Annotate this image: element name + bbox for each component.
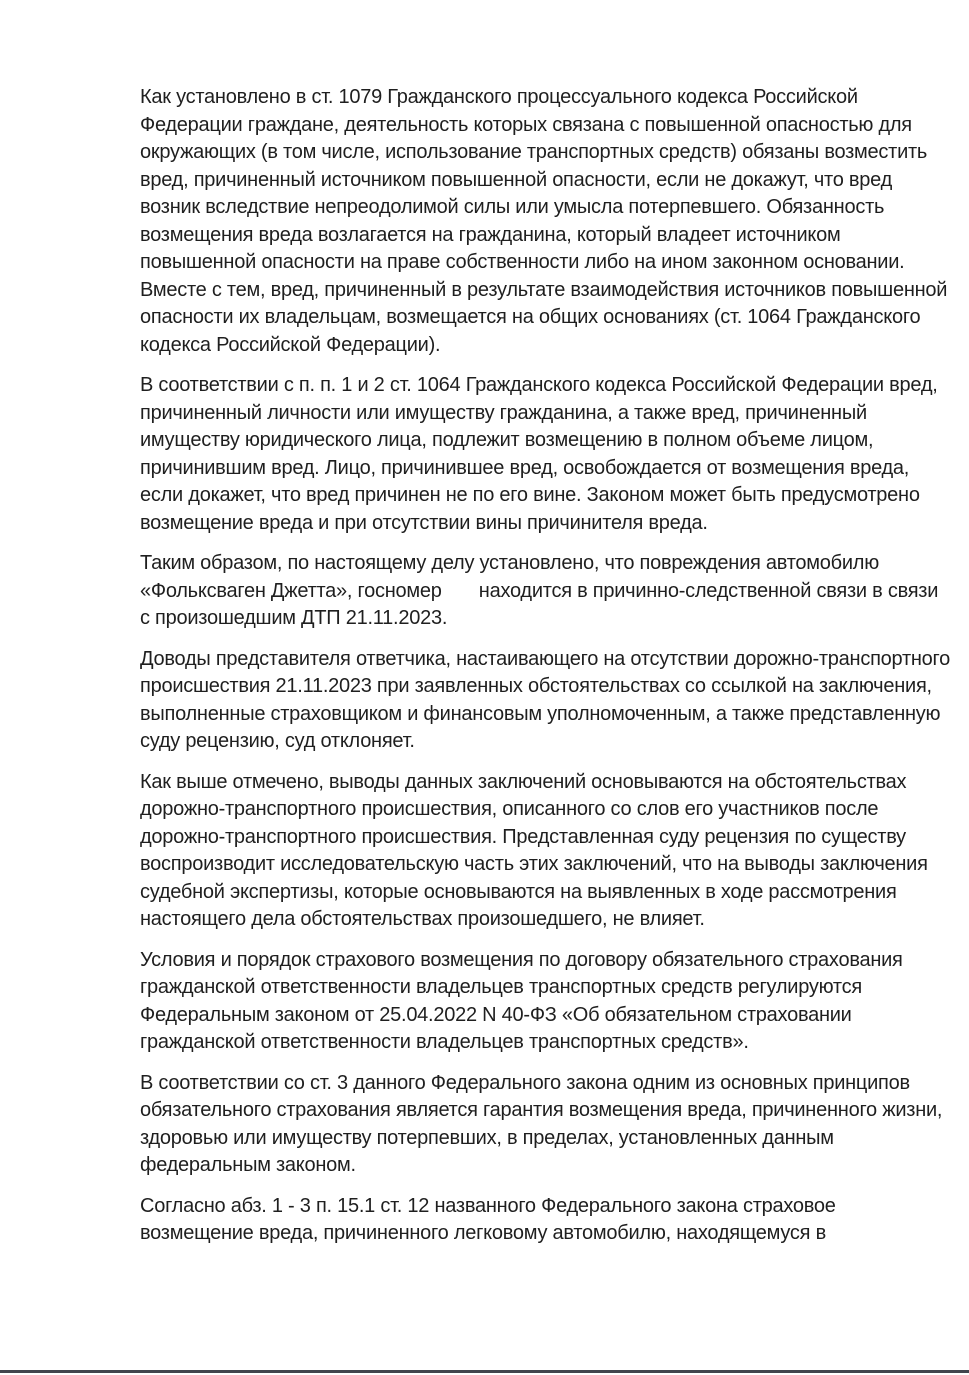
- paragraph: Согласно абз. 1 - 3 п. 15.1 ст. 12 названного Федерального закона страховое возмещение вреда, причиненного легковому автомобилю, находящемуся в: [140, 1194, 841, 1244]
- paragraph: Доводы представителя ответчика, настаивающего на отсутствии дорожно-транспортного происшествия 21.11.2023 при заявленных обстоятельствах со ссылкой на заключения, выполненные страховщиком и финансовым уполномоченным, а также представленную суду рецензию, суд отклоняет.: [140, 647, 956, 752]
- bottom-divider: [0, 1370, 969, 1373]
- paragraph: В соответствии с п. п. 1 и 2 ст. 1064 Гражданского кодекса Российской Федерации вред, причиненный личности или имуществу гражданина, а также вред, причиненный имуществу юридического лица, подлежит возмещению в полном объеме лицом, причинившим вред. Лицо, причинившее вред, освобождается от возмещения вреда, если докажет, что вред причинен не по его вине. Законом может быть предусмотрено возмещение вреда и при отсутствии вины причинителя вреда.: [140, 374, 943, 534]
- court-decision-text: [140, 84, 956, 1261]
- paragraph: Как установлено в ст. 1079 Гражданского процессуального кодекса Российской Федерации граждане, деятельность которых связана с повышенной опасностью для окружающих (в том числе, использование транспортных средств) обязаны возместить вред, причиненный источником повышенной опасности, если не докажут, что вред возник вследствие непреодолимой силы или умысла потерпевшего. Обязанность возмещения вреда возлагается на гражданина, который владеет источником повышенной опасности на праве собственности либо на ином законном основании. Вместе с тем, вред, причиненный в результате взаимодействия источников повышенной опасности их владельцам, возмещается на общих основаниях (ст. 1064 Гражданского кодекса Российской Федерации).: [140, 86, 953, 356]
- paragraph: Как выше отмечено, выводы данных заключений основываются на обстоятельствах дорожно-транспортного происшествия, описанного со слов его участников после дорожно-транспортного происшествия. Представленная суду рецензия по существу воспроизводит исследовательскую часть этих заключений, что на выводы заключения судебной экспертизы, которые основываются на выявленных в ходе рассмотрения настоящего дела обстоятельствах произошедшего, не влияет.: [140, 770, 933, 930]
- paragraph: Таким образом, по настоящему делу установлено, что повреждения автомобилю «Фольксваген Джетта», госномер находится в причинно-следственной связи в связи с произошедшим ДТП 21.11.2023.: [140, 552, 944, 629]
- paragraph: Условия и порядок страхового возмещения по договору обязательного страхования гражданской ответственности владельцев транспортных средств регулируются Федеральным законом от 25.04.2022 N 40-ФЗ «Об обязательном страховании гражданской ответственности владельцев транспортных средств».: [140, 948, 908, 1053]
- paragraph: В соответствии со ст. 3 данного Федерального закона одним из основных принципов обязательного страхования является гарантия возмещения вреда, причиненного жизни, здоровью или имуществу потерпевших, в пределах, установленных данным федеральным законом.: [140, 1071, 948, 1176]
